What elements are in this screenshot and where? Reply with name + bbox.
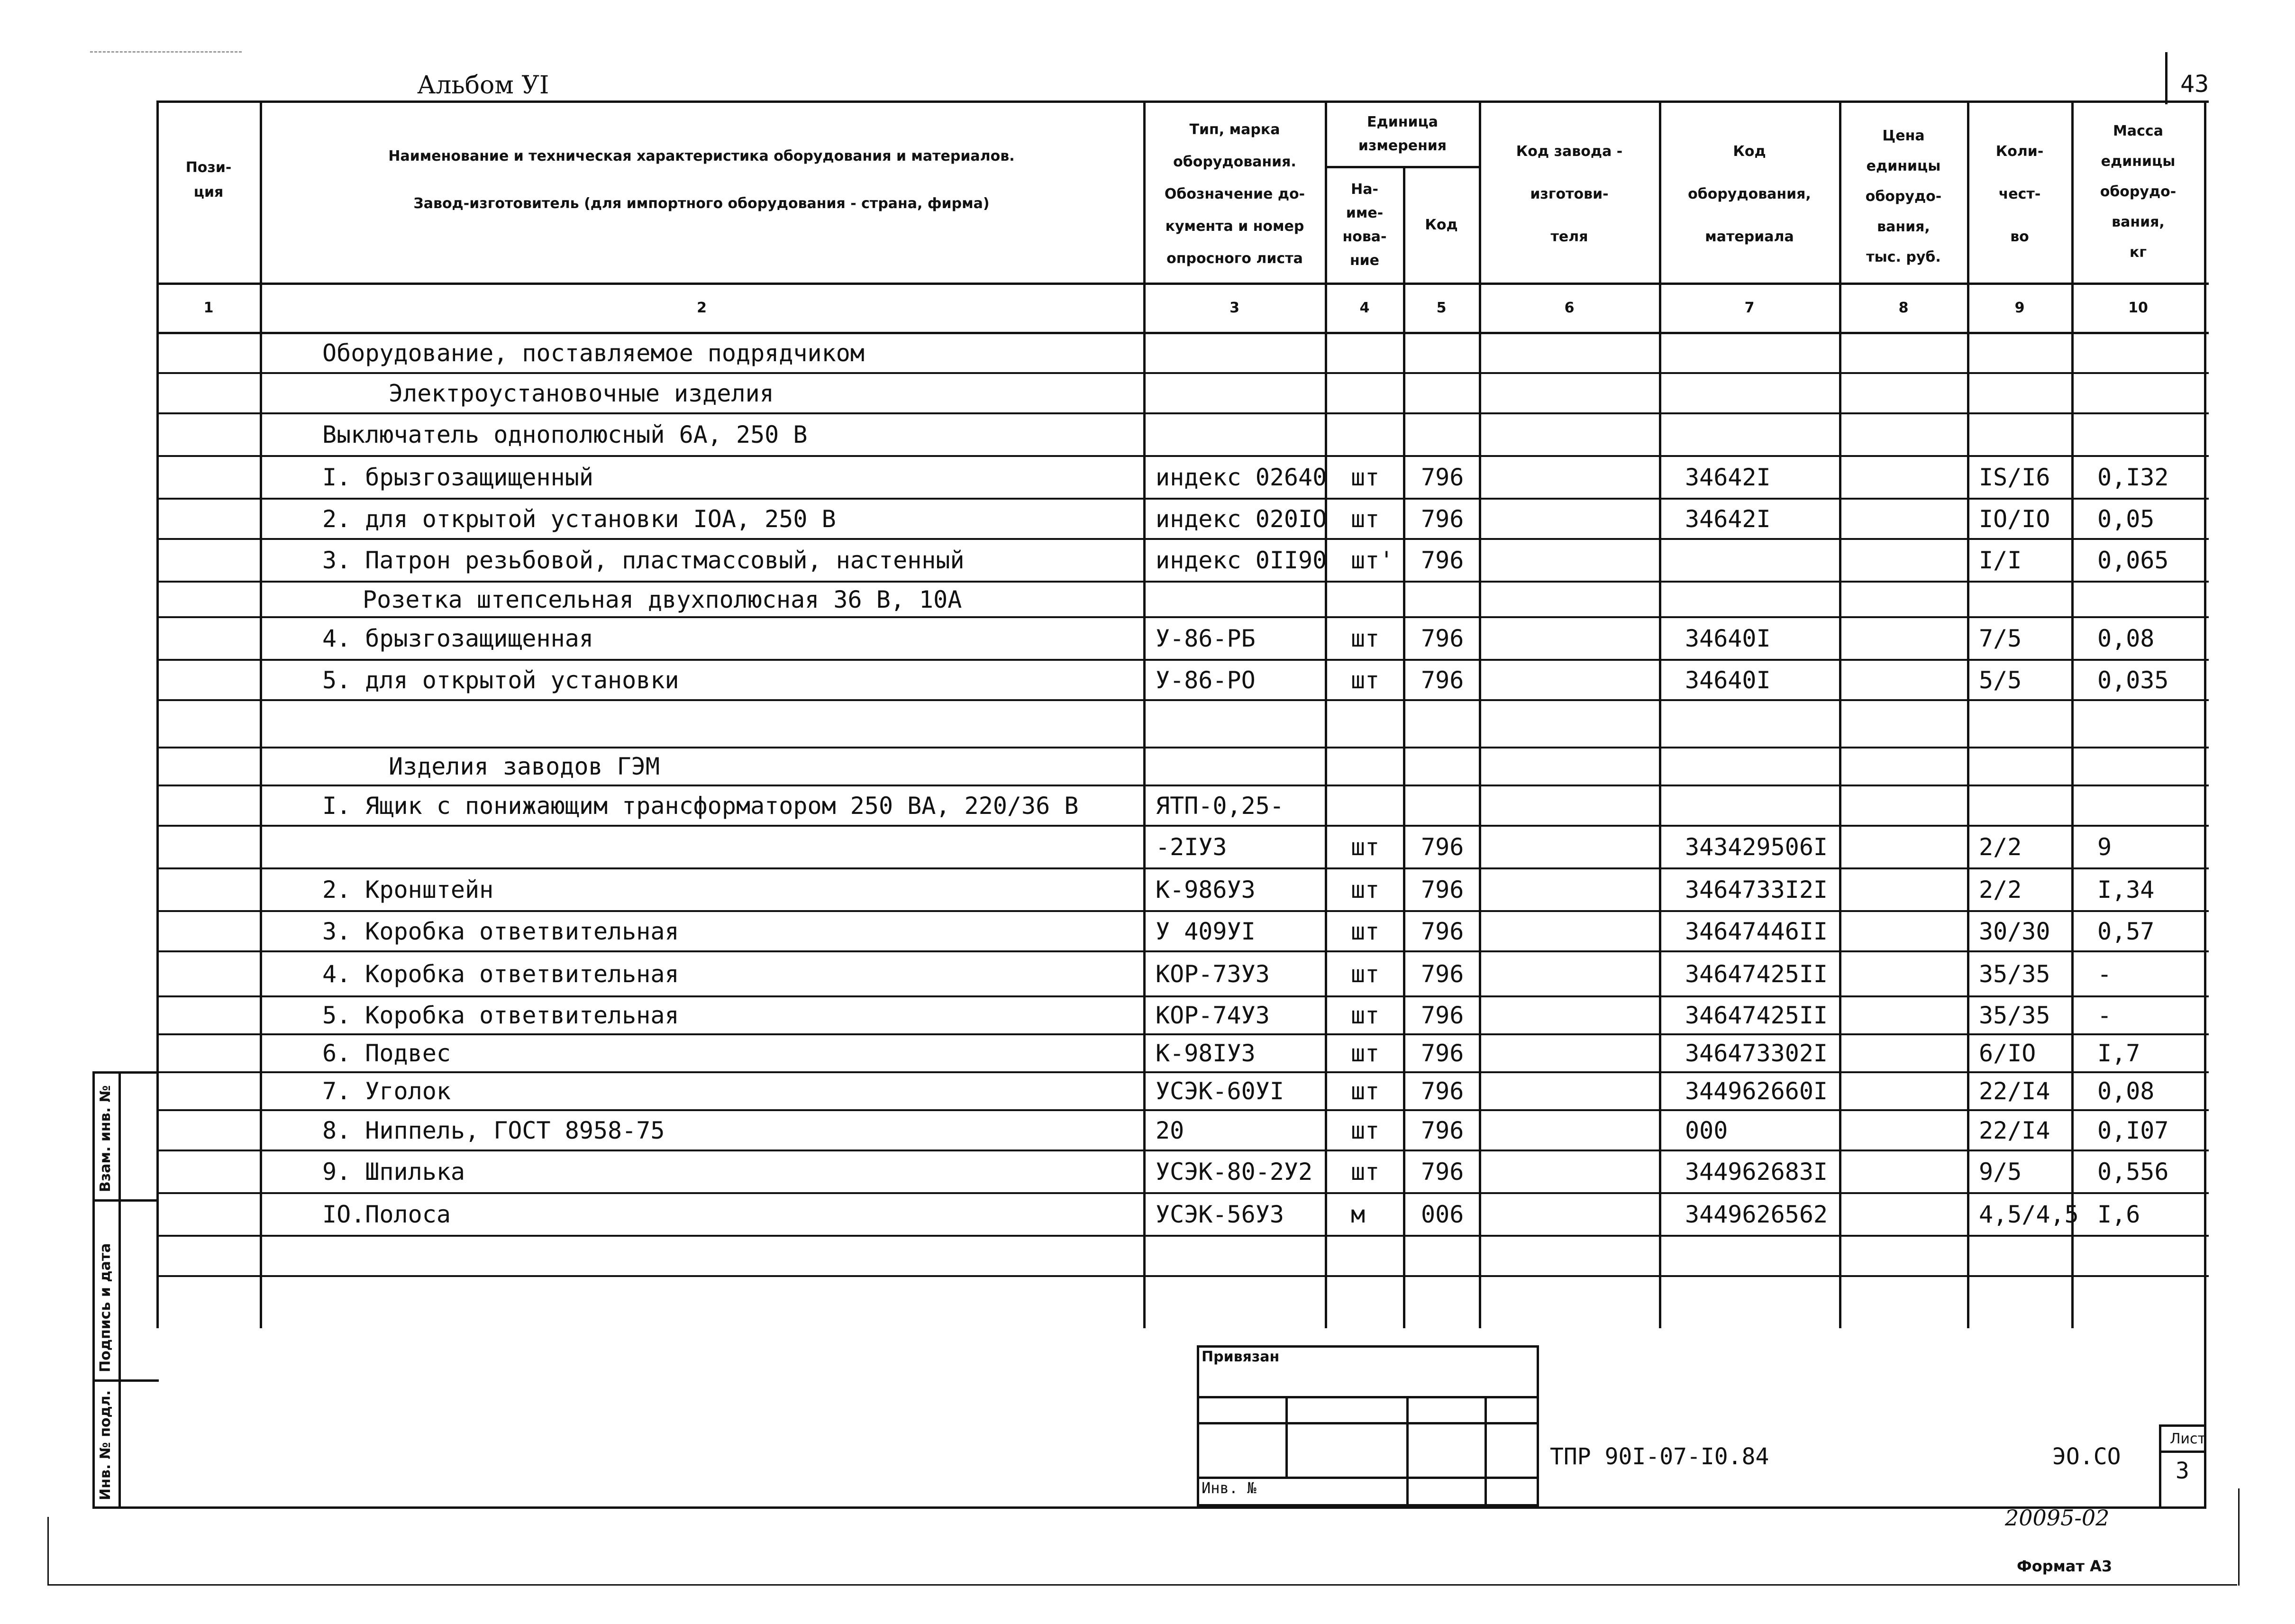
cell-name: 4. брызгозащищенная bbox=[322, 625, 593, 652]
cell-unit: шт bbox=[1351, 960, 1380, 988]
cell-code: 796 bbox=[1421, 464, 1464, 491]
side-strip-line bbox=[118, 1071, 121, 1509]
cell-quantity: IS/I6 bbox=[1979, 464, 2050, 491]
cell-name: Розетка штепсельная двухполюсная 36 В, 10А bbox=[363, 586, 962, 613]
colnum-1: 1 bbox=[203, 300, 214, 316]
doc-code: ТПР 90I-07-I0.84 bbox=[1550, 1443, 1769, 1470]
sheet-bottom-line bbox=[47, 1584, 2237, 1586]
sheet-number: 3 bbox=[2176, 1458, 2189, 1484]
cell-code: 796 bbox=[1421, 666, 1464, 694]
cell-name: 5. для открытой установки bbox=[322, 666, 679, 694]
header-col3: Тип, марка оборудования. Обозначение до- кумента и номер опросного листа bbox=[1164, 121, 1305, 267]
cell-mass: 0,57 bbox=[2097, 918, 2155, 945]
row-line bbox=[156, 372, 2209, 374]
row-line bbox=[156, 825, 2209, 827]
cell-type: К-986УЗ bbox=[1156, 876, 1256, 903]
sheet-box-divider bbox=[2159, 1451, 2206, 1453]
colnum-2: 2 bbox=[697, 300, 707, 316]
cell-quantity: 5/5 bbox=[1979, 666, 2022, 694]
row-line bbox=[156, 538, 2209, 540]
cell-mass: 0,065 bbox=[2097, 547, 2169, 574]
header-col6: Код завода - изготови- теля bbox=[1516, 143, 1623, 245]
cell-equip-code: 344962660I bbox=[1685, 1077, 1828, 1105]
cell-name: 2. Кронштейн bbox=[322, 876, 494, 903]
handwritten-number: 20095-02 bbox=[2005, 1505, 2110, 1531]
cell-type: -2IУЗ bbox=[1156, 833, 1227, 861]
cell-mass: I,7 bbox=[2097, 1040, 2140, 1067]
stamp-row2 bbox=[1197, 1422, 1539, 1424]
cell-unit: шт bbox=[1351, 1077, 1380, 1105]
cell-type: индекс 02640 bbox=[1156, 464, 1327, 491]
cell-code: 006 bbox=[1421, 1201, 1464, 1228]
cell-equip-code: 344962683I bbox=[1685, 1158, 1828, 1186]
cell-code: 796 bbox=[1421, 876, 1464, 903]
stamp-col1 bbox=[1285, 1396, 1288, 1477]
cell-code: 796 bbox=[1421, 547, 1464, 574]
header-col4: На- име- нова- ние bbox=[1342, 181, 1387, 269]
row-line bbox=[156, 1275, 2209, 1277]
cell-type: У-86-РБ bbox=[1156, 625, 1256, 652]
cell-equip-code: 3464733I2I bbox=[1685, 876, 1828, 903]
colnum-4: 4 bbox=[1359, 300, 1370, 316]
cell-equip-code: 34647425II bbox=[1685, 1002, 1828, 1029]
cell-equip-code: 346473302I bbox=[1685, 1040, 1828, 1067]
row-line bbox=[156, 995, 2209, 997]
cell-name: Изделия заводов ГЭМ bbox=[389, 753, 660, 780]
col-line-10 bbox=[2204, 100, 2206, 1508]
side-strip-div1 bbox=[92, 1071, 159, 1074]
cell-type: индекс 020IO bbox=[1156, 505, 1327, 533]
cell-name: Электроустановочные изделия bbox=[389, 380, 774, 407]
row-line bbox=[156, 1071, 2209, 1073]
section-code: ЭО.СО bbox=[2052, 1443, 2121, 1470]
cell-name: 6. Подвес bbox=[322, 1040, 451, 1067]
stamp-bound-label: Привязан bbox=[1202, 1349, 1280, 1365]
cell-equip-code: 34642I bbox=[1685, 464, 1771, 491]
side-label-inv: Инв. № подл. bbox=[97, 1390, 114, 1500]
cell-type: КОР-73УЗ bbox=[1156, 960, 1270, 988]
frame-bottom-line bbox=[92, 1506, 2206, 1509]
cell-code: 796 bbox=[1421, 1158, 1464, 1186]
unit-group-line bbox=[1325, 166, 1479, 168]
row-line bbox=[156, 950, 2209, 952]
cell-unit: шт bbox=[1351, 1158, 1380, 1186]
side-label-replace: Взам. инв. № bbox=[97, 1085, 114, 1192]
row-line bbox=[156, 910, 2209, 912]
row-line bbox=[156, 659, 2209, 661]
cell-mass: 0,08 bbox=[2097, 1077, 2155, 1105]
cell-unit: м bbox=[1351, 1201, 1366, 1228]
colnum-5: 5 bbox=[1436, 300, 1447, 316]
colnum-10: 10 bbox=[2128, 300, 2148, 316]
cell-type: УСЭК-56УЗ bbox=[1156, 1201, 1284, 1228]
cell-name: Выключатель однополюсный 6А, 250 В bbox=[322, 421, 808, 448]
frame-left-line bbox=[92, 1071, 95, 1509]
cell-unit: шт bbox=[1351, 666, 1380, 694]
cell-type: У-86-РО bbox=[1156, 666, 1256, 694]
cell-mass: 0,05 bbox=[2097, 505, 2155, 533]
cell-code: 796 bbox=[1421, 505, 1464, 533]
header-col9: Коли- чест- во bbox=[1995, 143, 2044, 245]
cell-unit: шт bbox=[1351, 505, 1380, 533]
colnum-3: 3 bbox=[1229, 300, 1239, 316]
sheet-label: Лист bbox=[2170, 1431, 2206, 1447]
table-colnum-bottom-line bbox=[156, 332, 2209, 334]
cell-code: 796 bbox=[1421, 960, 1464, 988]
cell-quantity: IO/IO bbox=[1979, 505, 2050, 533]
cell-name: 8. Ниппель, ГОСТ 8958-75 bbox=[322, 1117, 665, 1144]
side-label-sign: Подпись и дата bbox=[97, 1243, 114, 1372]
row-line bbox=[156, 616, 2209, 618]
cell-name: 3. Патрон резьбовой, пластмассовый, настенный bbox=[322, 547, 965, 574]
cell-equip-code: 34640I bbox=[1685, 625, 1771, 652]
row-line bbox=[156, 747, 2209, 748]
header-col2: Наименование и техническая характеристика оборудования и материалов. Завод-изготовитель (для импортного оборудования - страна, фирма) bbox=[388, 148, 1015, 212]
header-col8: Цена единицы оборудо- вания, тыс. руб. bbox=[1865, 128, 1942, 265]
cell-type: 20 bbox=[1156, 1117, 1184, 1144]
cell-mass: 0,I07 bbox=[2097, 1117, 2169, 1144]
cell-mass: 9 bbox=[2097, 833, 2112, 861]
row-line bbox=[156, 1235, 2209, 1237]
cell-quantity: 9/5 bbox=[1979, 1158, 2022, 1186]
format-label: Формат А3 bbox=[2017, 1557, 2113, 1575]
cell-quantity: 22/I4 bbox=[1979, 1077, 2050, 1105]
cell-name: I. Ящик с понижающим трансформатором 250 ВА, 220/36 В bbox=[322, 792, 1079, 820]
cell-mass: I,34 bbox=[2097, 876, 2155, 903]
row-line bbox=[156, 581, 2209, 583]
cell-equip-code: 3449626562 bbox=[1685, 1201, 1828, 1228]
row-line bbox=[156, 867, 2209, 869]
header-col1: Пози- ция bbox=[185, 159, 232, 201]
cell-name: 2. для открытой установки IOA, 250 В bbox=[322, 505, 836, 533]
cell-unit: шт bbox=[1351, 1002, 1380, 1029]
cell-quantity: 2/2 bbox=[1979, 876, 2022, 903]
stamp-row1 bbox=[1197, 1396, 1539, 1398]
cell-unit: шт bbox=[1351, 833, 1380, 861]
cell-type: УСЭК-80-2У2 bbox=[1156, 1158, 1313, 1186]
header-unit-group: Единица измерения bbox=[1358, 113, 1447, 154]
cell-type: КОР-74УЗ bbox=[1156, 1002, 1270, 1029]
sheet-right-line bbox=[2238, 1488, 2240, 1586]
cell-mass: - bbox=[2097, 1002, 2112, 1029]
cell-type: К-98IУЗ bbox=[1156, 1040, 1256, 1067]
cell-unit: шт bbox=[1351, 876, 1380, 903]
cell-quantity: 6/IO bbox=[1979, 1040, 2036, 1067]
cell-code: 796 bbox=[1421, 833, 1464, 861]
cell-quantity: 22/I4 bbox=[1979, 1117, 2050, 1144]
stamp-inv-label: Инв. № bbox=[1202, 1479, 1257, 1497]
stamp-col3 bbox=[1484, 1396, 1487, 1506]
cell-name: 3. Коробка ответвительная bbox=[322, 918, 679, 945]
cell-unit: шт bbox=[1351, 918, 1380, 945]
cell-name: Оборудование, поставляемое подрядчиком bbox=[322, 339, 865, 367]
header-col7: Код оборудования, материала bbox=[1688, 143, 1811, 245]
row-line bbox=[156, 498, 2209, 500]
cell-quantity: 35/35 bbox=[1979, 1002, 2050, 1029]
sheet-left-line bbox=[47, 1517, 49, 1586]
row-line bbox=[156, 785, 2209, 786]
cell-name: 4. Коробка ответвительная bbox=[322, 960, 679, 988]
cell-quantity: 2/2 bbox=[1979, 833, 2022, 861]
row-line bbox=[156, 1192, 2209, 1194]
cell-quantity: 35/35 bbox=[1979, 960, 2050, 988]
cell-mass: I,6 bbox=[2097, 1201, 2140, 1228]
cell-quantity: 7/5 bbox=[1979, 625, 2022, 652]
cell-code: 796 bbox=[1421, 918, 1464, 945]
cell-code: 796 bbox=[1421, 1077, 1464, 1105]
top-dash bbox=[90, 51, 242, 53]
cell-equip-code: 000 bbox=[1685, 1117, 1728, 1144]
row-line bbox=[156, 1109, 2209, 1111]
header-col10: Масса единицы оборудо- вания, кг bbox=[2100, 123, 2177, 261]
header-col5: Код bbox=[1425, 217, 1458, 233]
cell-code: 796 bbox=[1421, 1002, 1464, 1029]
cell-equip-code: 34647446II bbox=[1685, 918, 1828, 945]
row-line bbox=[156, 1150, 2209, 1151]
colnum-9: 9 bbox=[2014, 300, 2025, 316]
cell-equip-code: 343429506I bbox=[1685, 833, 1828, 861]
cell-code: 796 bbox=[1421, 1040, 1464, 1067]
cell-name: I. брызгозащищенный bbox=[322, 464, 593, 491]
cell-equip-code: 34642I bbox=[1685, 505, 1771, 533]
cell-quantity: 30/30 bbox=[1979, 918, 2050, 945]
page-number-divider bbox=[2165, 52, 2168, 104]
cell-quantity: 4,5/4,5 bbox=[1979, 1201, 2079, 1228]
cell-name: 9. Шпилька bbox=[322, 1158, 465, 1186]
cell-unit: шт bbox=[1351, 1040, 1380, 1067]
cell-mass: 0,035 bbox=[2097, 666, 2169, 694]
cell-code: 796 bbox=[1421, 1117, 1464, 1144]
cell-equip-code: 34640I bbox=[1685, 666, 1771, 694]
cell-unit: шт bbox=[1351, 464, 1380, 491]
cell-unit: шт' bbox=[1351, 547, 1394, 574]
cell-mass: 0,556 bbox=[2097, 1158, 2169, 1186]
cell-equip-code: 34647425II bbox=[1685, 960, 1828, 988]
stamp-col2 bbox=[1406, 1396, 1409, 1506]
cell-mass: 0,I32 bbox=[2097, 464, 2169, 491]
cell-type: УСЭК-60УI bbox=[1156, 1077, 1284, 1105]
row-line bbox=[156, 455, 2209, 457]
colnum-8: 8 bbox=[1898, 300, 1909, 316]
side-strip-div3 bbox=[92, 1379, 159, 1382]
cell-mass: - bbox=[2097, 960, 2112, 988]
row-line bbox=[156, 699, 2209, 701]
cell-name: IO.Полоса bbox=[322, 1201, 451, 1228]
colnum-7: 7 bbox=[1744, 300, 1755, 316]
cell-name: 7. Уголок bbox=[322, 1077, 451, 1105]
cell-code: 796 bbox=[1421, 625, 1464, 652]
cell-type: ЯТП-0,25- bbox=[1156, 792, 1284, 820]
cell-type: индекс 0II90 bbox=[1156, 547, 1327, 574]
row-line bbox=[156, 1033, 2209, 1035]
page-number: 43 bbox=[2180, 70, 2209, 98]
cell-unit: шт bbox=[1351, 1117, 1380, 1144]
side-strip-div2 bbox=[92, 1199, 159, 1202]
album-title: Альбом УI bbox=[417, 71, 549, 100]
cell-type: У 409УI bbox=[1156, 918, 1256, 945]
cell-name: 5. Коробка ответвительная bbox=[322, 1002, 679, 1029]
row-line bbox=[156, 412, 2209, 414]
cell-mass: 0,08 bbox=[2097, 625, 2155, 652]
cell-unit: шт bbox=[1351, 625, 1380, 652]
colnum-6: 6 bbox=[1564, 300, 1575, 316]
cell-quantity: I/I bbox=[1979, 547, 2022, 574]
table-top-line bbox=[156, 100, 2209, 103]
